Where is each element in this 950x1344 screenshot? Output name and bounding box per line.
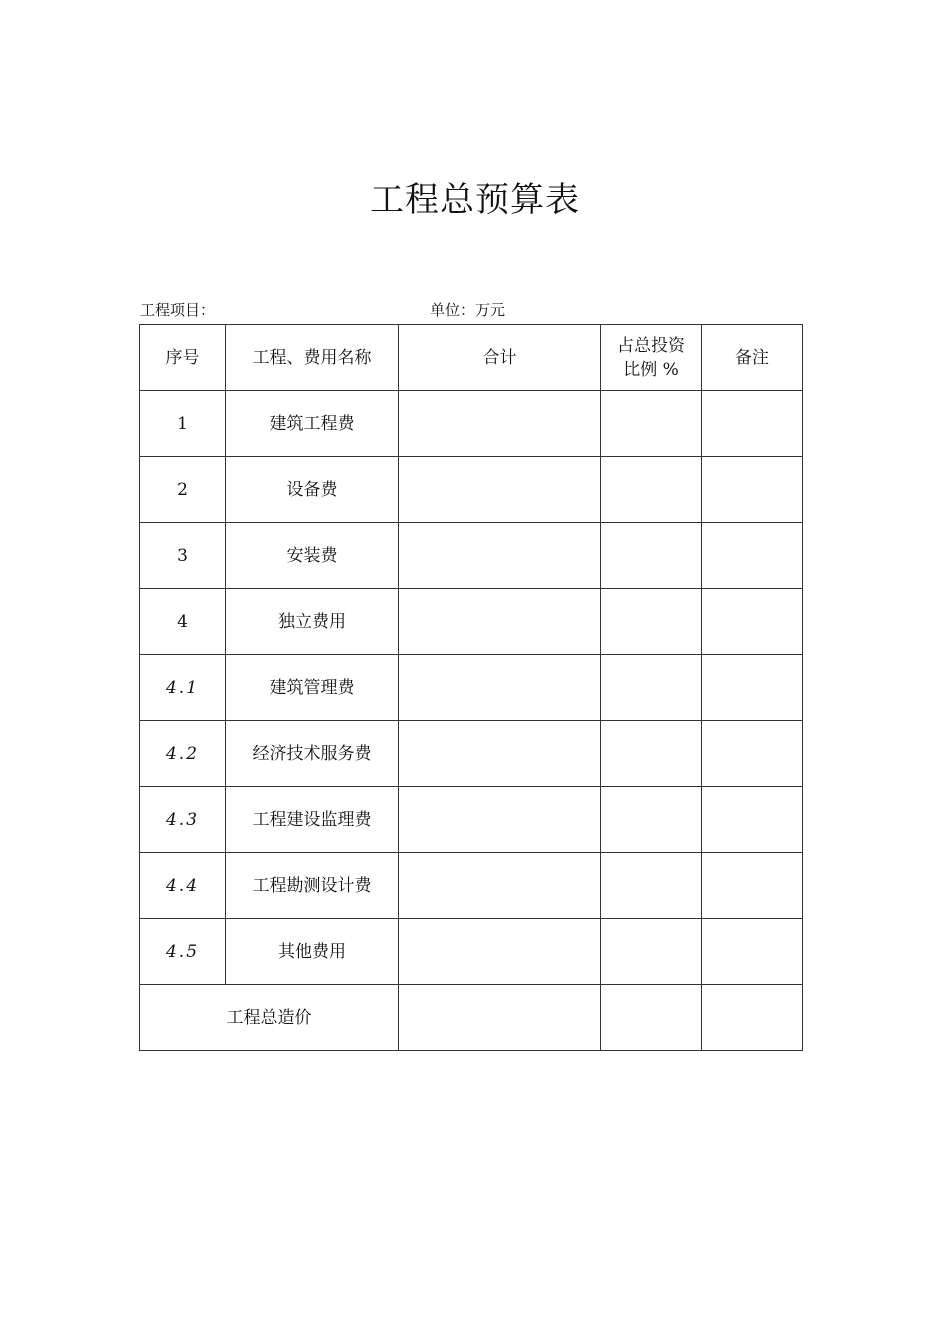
footer-ratio[interactable] (601, 985, 702, 1051)
cell-total[interactable] (399, 589, 601, 655)
cell-ratio[interactable] (601, 721, 702, 787)
cell-remark[interactable] (702, 655, 803, 721)
cell-ratio[interactable] (601, 523, 702, 589)
cell-seq: 4.5 (140, 919, 226, 985)
footer-label: 工程总造价 (140, 985, 399, 1051)
cell-total[interactable] (399, 457, 601, 523)
cell-seq: 3 (140, 523, 226, 589)
cell-remark[interactable] (702, 919, 803, 985)
cell-total[interactable] (399, 655, 601, 721)
cell-name: 独立费用 (226, 589, 399, 655)
cell-total[interactable] (399, 523, 601, 589)
header-ratio-line1: 占总投资 (617, 335, 685, 356)
cell-seq: 2 (140, 457, 226, 523)
header-remark: 备注 (702, 325, 803, 391)
budget-table (139, 324, 803, 1051)
page-title: 工程总预算表 (370, 180, 580, 220)
table-row (140, 589, 803, 655)
cell-total[interactable] (399, 721, 601, 787)
cell-seq: 4 (140, 589, 226, 655)
cell-name: 工程建设监理费 (226, 787, 399, 853)
cell-name: 其他费用 (226, 919, 399, 985)
table-row (140, 721, 803, 787)
header-ratio-line2: 比例 % (623, 359, 679, 380)
header-seq: 序号 (140, 325, 226, 391)
cell-seq: 1 (140, 391, 226, 457)
table-row (140, 787, 803, 853)
cell-seq: 4.2 (140, 721, 226, 787)
header-ratio (601, 325, 702, 391)
cell-ratio[interactable] (601, 391, 702, 457)
project-label: 工程项目： (140, 301, 216, 319)
cell-seq: 4.4 (140, 853, 226, 919)
table-row (140, 457, 803, 523)
table-row (140, 391, 803, 457)
table-row (140, 655, 803, 721)
cell-remark[interactable] (702, 457, 803, 523)
cell-name: 安装费 (226, 523, 399, 589)
cell-ratio[interactable] (601, 919, 702, 985)
cell-remark[interactable] (702, 853, 803, 919)
cell-seq: 4.1 (140, 655, 226, 721)
table-row (140, 853, 803, 919)
footer-total[interactable] (399, 985, 601, 1051)
cell-seq: 4.3 (140, 787, 226, 853)
table-row (140, 919, 803, 985)
header-name: 工程、费用名称 (226, 325, 399, 391)
table-footer-row (140, 985, 803, 1051)
cell-name: 工程勘测设计费 (226, 853, 399, 919)
cell-ratio[interactable] (601, 655, 702, 721)
unit-label: 单位：万元 (430, 301, 506, 319)
cell-total[interactable] (399, 787, 601, 853)
cell-total[interactable] (399, 853, 601, 919)
footer-remark[interactable] (702, 985, 803, 1051)
cell-ratio[interactable] (601, 853, 702, 919)
cell-remark[interactable] (702, 589, 803, 655)
table-row (140, 523, 803, 589)
cell-ratio[interactable] (601, 457, 702, 523)
cell-name: 建筑管理费 (226, 655, 399, 721)
cell-ratio[interactable] (601, 787, 702, 853)
cell-name: 经济技术服务费 (226, 721, 399, 787)
cell-total[interactable] (399, 919, 601, 985)
cell-remark[interactable] (702, 787, 803, 853)
cell-remark[interactable] (702, 721, 803, 787)
table-header-row (140, 325, 803, 391)
cell-name: 建筑工程费 (226, 391, 399, 457)
cell-remark[interactable] (702, 523, 803, 589)
cell-name: 设备费 (226, 457, 399, 523)
cell-ratio[interactable] (601, 589, 702, 655)
cell-total[interactable] (399, 391, 601, 457)
header-total: 合计 (399, 325, 601, 391)
cell-remark[interactable] (702, 391, 803, 457)
